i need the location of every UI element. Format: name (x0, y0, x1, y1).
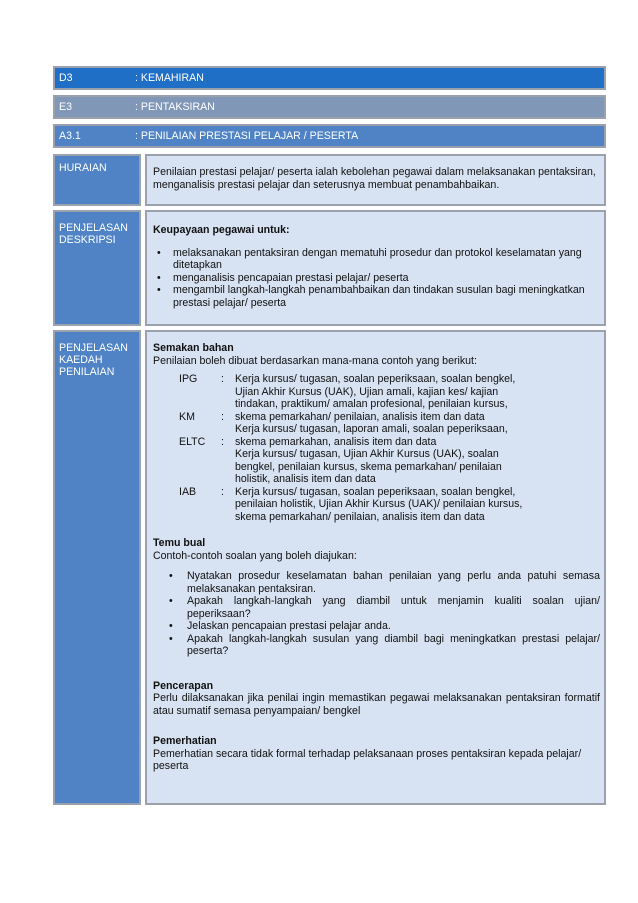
header-a31 (53, 124, 606, 148)
header-code: E3 (59, 101, 72, 113)
deskripsi-label: PENJELASAN DESKRIPSI (53, 210, 141, 326)
huraian-text: Penilaian prestasi pelajar/ peserta ialah kebolehan pegawai dalam melaksanakan pentaksiran, menganalisis prestasi pelajar dan seterusnya membuat penambahbaikan. (153, 166, 596, 191)
semakan-intro: Penilaian boleh dibuat berdasarkan mana-mana contoh yang berikut: (153, 354, 477, 367)
contoh-desc (235, 486, 522, 524)
contoh-line: penilaian holistik, Ujian Akhir Kursus (UAK)/ penilaian kursus, (235, 498, 523, 510)
contoh-line: holistik, analisis item dan data (235, 473, 376, 485)
contoh-line: skema pemarkahan, analisis item dan data (235, 435, 437, 448)
kaedah-row (53, 330, 606, 805)
contoh-table (153, 373, 522, 523)
contoh-row-eltc (153, 436, 522, 486)
deskripsi-list (153, 247, 600, 310)
contoh-line: bengkel, penilaian kursus, skema pemarkahan/ penilaian (235, 460, 502, 473)
deskripsi-content (145, 210, 606, 326)
contoh-line: Ujian Akhir Kursus (UAK), Ujian amali, kajian kes/ kajian (235, 385, 499, 398)
header-code: A3.1 (59, 130, 81, 142)
pemerhatian-text: Pemerhatian secara tidak formal terhadap pelaksanaan proses pentaksiran kepada pelajar/ peserta (153, 747, 582, 772)
contoh-line: tindakan, praktikum/ amalan profesional, penilaian kursus, (235, 398, 508, 410)
header-d3 (53, 66, 606, 90)
contoh-key: KM (179, 410, 195, 423)
huraian-label: HURAIAN (53, 154, 141, 206)
temu-title: Temu bual (153, 537, 206, 549)
spacer (153, 523, 600, 537)
spacer (153, 662, 600, 680)
contoh-colon: : (221, 485, 224, 498)
pencerapan-text: Perlu dilaksanakan jika penilai ingin memastikan pegawai melaksanakan pentaksiran formatif atau sumatif semasa penyampaian/ bengkel (153, 692, 600, 717)
header-title: : PENILAIAN PRESTASI PELAJAR / PESERTA (135, 130, 359, 142)
kaedah-content (145, 330, 606, 805)
contoh-key: IPG (179, 373, 198, 385)
list-item: • mengambil langkah-langkah penambahbaikan dan tindakan susulan bagi meningkatkan prestasi pelajar/ peserta (153, 284, 600, 309)
spacer (153, 717, 600, 735)
contoh-line: skema pemarkahan/ penilaian, analisis item dan data (235, 510, 485, 523)
contoh-key: ELTC (179, 435, 206, 448)
contoh-line: skema pemarkahan/ penilaian, analisis item dan data (235, 410, 485, 423)
contoh-row-iab (153, 486, 522, 524)
contoh-colon: : (221, 435, 224, 448)
contoh-row-km (153, 411, 522, 436)
temu-list (153, 570, 600, 658)
header-e3 (53, 95, 606, 119)
contoh-colon: : (221, 373, 224, 385)
deskripsi-heading: Keupayaan pegawai untuk: (153, 224, 290, 236)
list-item: • Jelaskan pencapaian prestasi pelajar anda. (165, 620, 600, 633)
contoh-desc (235, 411, 522, 436)
contoh-row-ipg (153, 373, 522, 411)
header-code: D3 (59, 72, 73, 84)
competency-document (53, 66, 606, 809)
list-item: • Nyatakan prosedur keselamatan bahan penilaian yang perlu anda patuhi semasa melaksanakan pentaksiran. (165, 570, 600, 595)
contoh-line: Kerja kursus/ tugasan, soalan peperiksaan, soalan bengkel, (235, 373, 516, 385)
huraian-content (145, 154, 606, 206)
temu-intro: Contoh-contoh soalan yang boleh diajukan: (153, 549, 357, 562)
list-item: • melaksanakan pentaksiran dengan mematuhi prosedur dan protokol keselamatan yang ditetapkan (153, 247, 600, 272)
semakan-title: Semakan bahan (153, 342, 234, 354)
contoh-desc (235, 436, 522, 486)
list-item: • Apakah langkah-langkah susulan yang diambil bagi meningkatkan prestasi pelajar/ peserta? (165, 633, 600, 658)
header-title: : PENTAKSIRAN (135, 101, 215, 113)
header-title: : KEMAHIRAN (135, 72, 204, 84)
pencerapan-title: Pencerapan (153, 679, 214, 692)
deskripsi-row (53, 210, 606, 326)
contoh-colon: : (221, 410, 224, 423)
kaedah-label: PENJELASAN KAEDAH PENILAIAN (53, 330, 141, 805)
contoh-key: IAB (179, 485, 197, 498)
contoh-desc (235, 373, 522, 411)
huraian-row (53, 154, 606, 206)
list-item: • Apakah langkah-langkah yang diambil untuk menjamin kualiti soalan ujian/ peperiksaan? (165, 595, 600, 620)
contoh-line: Kerja kursus/ tugasan, soalan peperiksaan, soalan bengkel, (235, 485, 516, 498)
list-item: • menganalisis pencapaian prestasi pelajar/ peserta (153, 272, 600, 285)
contoh-line: Kerja kursus/ tugasan, Ujian Akhir Kursus (UAK), soalan (235, 448, 499, 460)
contoh-line: Kerja kursus/ tugasan, laporan amali, soalan peperiksaan, (235, 423, 508, 435)
pemerhatian-title: Pemerhatian (153, 735, 217, 747)
